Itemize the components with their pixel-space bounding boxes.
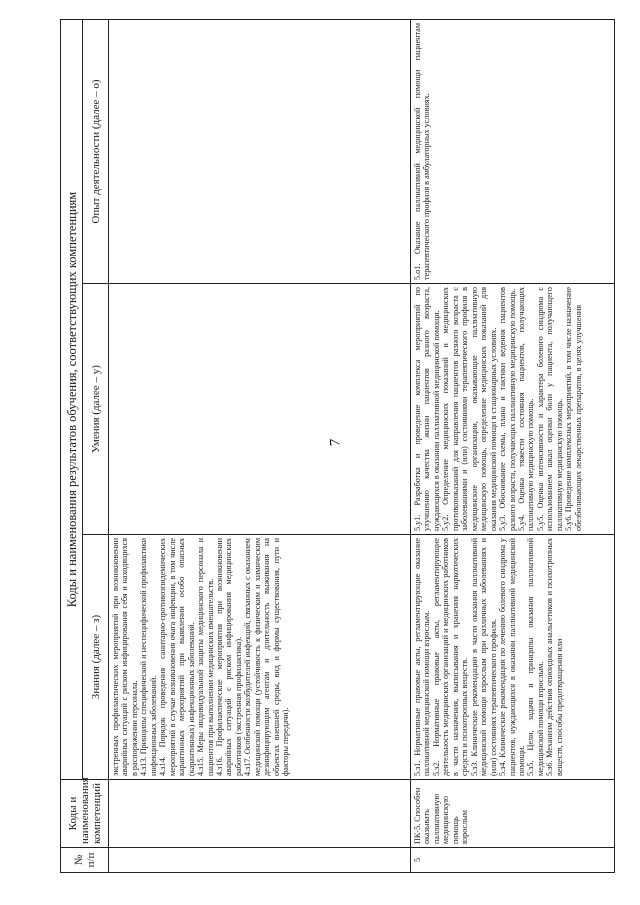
header-codes: Коды и наименования компетенций [61,780,109,848]
list-item: 5.у2. Определение медицинских показаний и медицинских противопоказаний для направления пациентов разного возраста с заболеваниями и (или) состояниями терапевтического профиля в медицинские организации, оказывающие паллиативную медицинскую помощь, определение медицинских показаний для оказания медицинской помощи в стационарных условиях. [441,287,498,531]
header-row-2 [83,19,109,872]
row-num [109,848,411,873]
competency-table [60,19,615,873]
row-num: 5 [411,848,615,873]
list-item: 5.о1. Оказание паллиативной медицинской помощи пациентам терапевтического профиля в амбулаторных условиях. [413,22,432,280]
table-row [411,19,615,872]
row-code [109,780,411,848]
header-experience: Опыт деятельности (далее – о) [83,19,109,283]
list-item: 4.з13. Принципы специфической и неспецифической профилактики инфекционных заболеваний. [139,538,158,776]
header-num: № п/п [61,848,109,873]
list-item: экстренных профилактических мероприятий при возникновении аварийных ситуаций с риском инфицирования себя и находящихся в распоряжении персонала. [111,538,139,776]
list-item: 5.у4. Оценка тяжести состояния пациентов, получающих паллиативную медицинскую помощь. [516,287,536,531]
list-item: 4.з14. Порядок проведения санитарно-противоэпидемических мероприятий в случае возникновения очага инфекции, в том числе карантинных мероприятий при выявлении особо опасных (карантинных) инфекционных заболеваний. [158,538,196,776]
list-item: 4.з16. Профилактические мероприятия при возникновении аварийных ситуаций с риском инфицирования медицинских работников (экстренная профилактика). [214,538,243,776]
list-item: 5.у1. Разработка и проведение комплекса мероприятий по улучшению качества жизни пациентов разного возраста, нуждающихся в оказании паллиативной медицинской помощи. [413,287,441,531]
competency-table-rotated [60,20,614,873]
list-item: 5.з2. Нормативные правовые акты, регламентирующие деятельность медицинских организаций и медицинских работников в части назначения, выписывания и хранения наркотических средств и психотропных веществ. [431,538,470,776]
header-knowledge: Знания (далее – з) [83,535,109,780]
page-number: 7 [327,438,344,447]
list-item: 5.у3. Обоснование схемы, плана и тактики ведения пациентов разного возраста, получающих паллиативную медицинскую помощь. [498,287,517,531]
experience-cell [109,19,411,283]
list-item: 5.з5. Цели, задачи и принципы оказания паллиативной медицинской помощи взрослым. [526,538,545,776]
header-results-group: Коды и наименования результатов обучения, соответствующих компетенциям [61,19,83,779]
table-row [109,19,411,872]
list-item: 5.з3. Клинические рекомендации в части оказания паллиативной медицинской помощи взрослым при различных заболеваниях и (или) состояниях терапевтического профиля. [469,538,498,776]
row-code: ПК-5. Способен оказывать паллиативную медицинскую помощь взрослым [411,780,615,848]
list-item: 5.з4. Клинические рекомендации по лечению болевого синдрома у пациентов, нуждающихся в оказании паллиативной медицинской помощи. [498,538,526,776]
knowledge-cell [411,535,615,780]
list-item: 5.з6. Механизм действия опиоидных анальгетиков и психотропных веществ, способы предотвращения или [545,538,564,776]
list-item: 4.з17. Особенности возбудителей инфекций, связанных с оказанием медицинской помощи (устойчивость к физическим и химическим дезинфицирующим агентам и длительность выживания на объектах внешней среды, вид и формы существования, пути и факторы передачи). [243,538,291,776]
experience-cell [411,19,615,283]
list-item: 4.з15. Меры индивидуальной защиты медицинского персонала и пациентов при выполнении медицинских вмешательств. [196,538,215,776]
header-skills: Умения (далее – у) [83,284,109,535]
header-row-1 [61,19,83,872]
knowledge-cell [109,535,411,780]
list-item: 5.з1. Нормативные правовые акты, регламентирующие оказание паллиативной медицинской помощи взрослым. [413,538,432,776]
list-item: 5.у5. Оценка интенсивности и характера болевого синдрома с использованием шкал оценки боли у пациента, получающего паллиативную медицинскую помощь. [535,287,564,531]
list-item: 5.у6. Проведение комплексных мероприятий, в том числе назначение обезболивающих лекарственных препаратов, в целях улучшения [564,287,583,531]
skills-cell [109,284,411,535]
skills-cell [411,284,615,535]
